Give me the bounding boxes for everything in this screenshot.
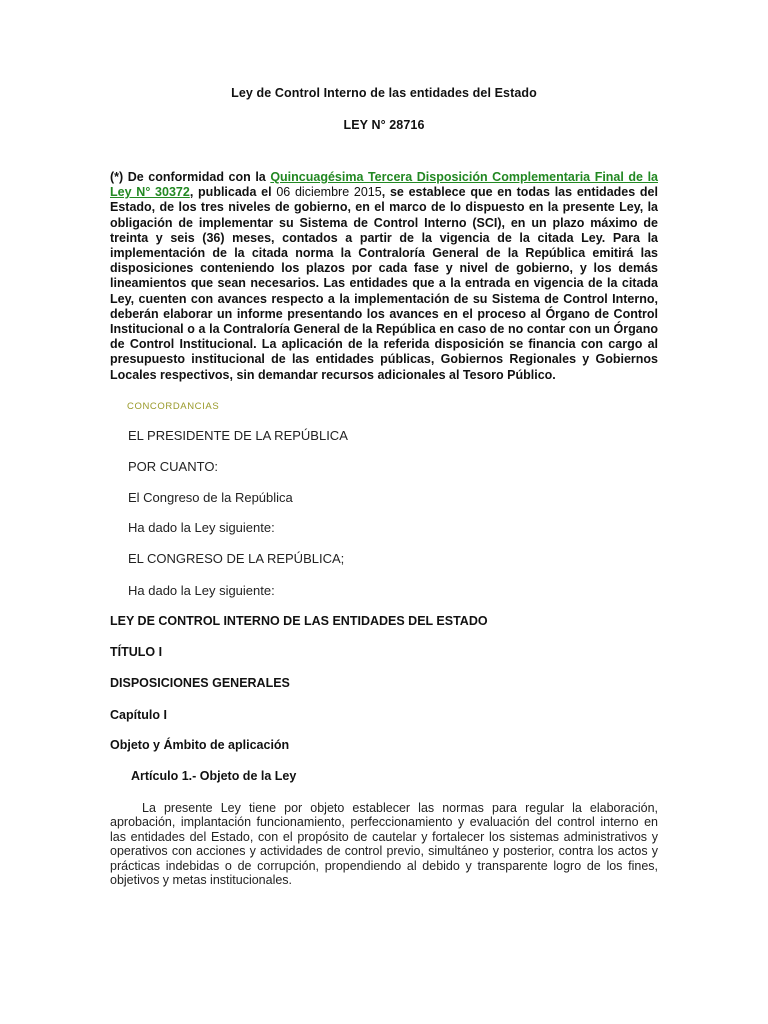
concordancias-link[interactable]: CONCORDANCIAS — [127, 401, 220, 412]
amendment-note — [110, 170, 658, 383]
note-prefix: (*) De conformidad con la — [110, 170, 271, 184]
law-heading: LEY DE CONTROL INTERNO DE LAS ENTIDADES DEL ESTADO — [110, 614, 488, 628]
law-number: LEY N° 28716 — [343, 118, 425, 132]
scope-heading: Objeto y Ámbito de aplicación — [110, 738, 290, 752]
chapter-heading: Capítulo I — [110, 708, 167, 722]
promulgation-line: EL CONGRESO DE LA REPÚBLICA; — [128, 551, 345, 566]
note-after-link: , publicada el — [189, 185, 277, 200]
article-1-text: La presente Ley tiene por objeto establecer las normas para regular la elaboración, aprobación, implantación funcionamiento, perfeccionamiento y evaluación del control interno en las entidades del Estado, con el propósito de cautelar y fortalecer los sistemas administrativos y operativos con acciones y actividades de control previo, simultáneo y posterior, contra los actos y prácticas indebidas o de corrupción, propendiendo al debido y transparente logro de los fines, objetivos y metas institucionales. — [110, 801, 658, 888]
article-1-heading: Artículo 1.- Objeto de la Ley — [131, 769, 297, 783]
promulgation-line: POR CUANTO: — [128, 459, 219, 474]
promulgation-line: EL PRESIDENTE DE LA REPÚBLICA — [128, 428, 348, 443]
document-title: Ley de Control Interno de las entidades del Estado — [231, 86, 537, 100]
note-date: 06 diciembre 2015 — [276, 185, 382, 200]
title-heading: TÍTULO I — [110, 645, 163, 659]
note-body: , se establece que en todas las entidades del Estado, de los tres niveles de gobierno, en el marco de lo dispuesto en la presente Ley, la obligación de implementar su Sistema de Control Interno (SCI), en un plazo máximo de treinta y seis (36) meses, contados a partir de la vigencia de la citada Ley. Para la implementación de la citada norma la Contraloría General de la República emitirá las disposiciones conteniendo los plazos por cada fase y nivel de gobierno, y los demás lineamientos que sean necesarios. Las entidades que a la entrada en vigencia de la citada Ley, cuenten con avances respecto a la implementación de su Sistema de Control Interno, deberán elaborar un informe presentando los avances en el proceso al Órgano de Control Institucional o a la Contraloría General de la República en caso de no contar con un Órgano de Control Institucional. La aplicación de la referida disposición se financia con cargo al presupuesto institucional de las entidades públicas, Gobiernos Regionales y Gobiernos Locales respectivos, sin demandar recursos adicionales al Tesoro Público. — [110, 185, 658, 382]
promulgation-line: Ha dado la Ley siguiente: — [128, 520, 275, 535]
promulgation-line: Ha dado la Ley siguiente: — [128, 583, 275, 598]
promulgation-line: El Congreso de la República — [128, 490, 293, 505]
general-provisions-heading: DISPOSICIONES GENERALES — [110, 676, 290, 690]
law-30372-link[interactable]: Quincuagésima Tercera Disposición Complementaria Final de la Ley N° 30372 — [110, 170, 658, 200]
